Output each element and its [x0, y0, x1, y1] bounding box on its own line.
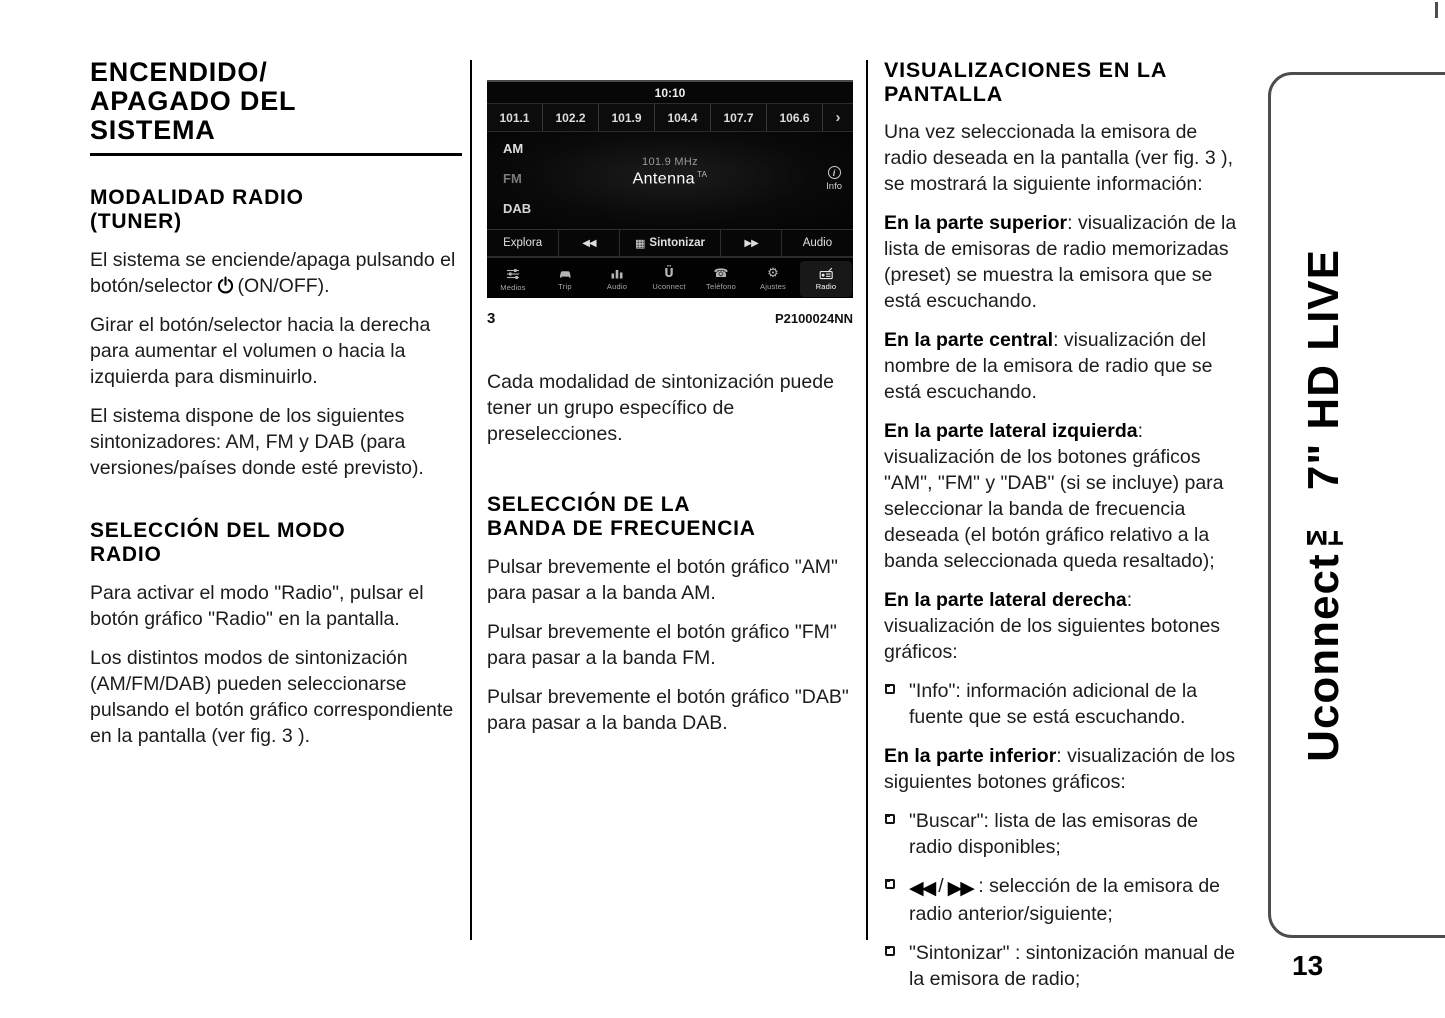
app-label: Trip [558, 282, 572, 291]
paragraph-banda-dab: Pulsar brevemente el botón gráfico "DAB" para pasar a la banda DAB. [487, 686, 849, 734]
station-name [487, 170, 853, 188]
bold-lead: En la parte lateral derecha [884, 589, 1127, 611]
bullet-seek [884, 873, 1242, 927]
app-label: Audio [606, 282, 628, 291]
preset-button[interactable]: 107.7 [711, 104, 767, 131]
paragraph-text: : visualización de los botones gráficos "AM", "FM" y "DAB" (si se incluye) para seleccionar la banda de frecuencia deseada (el botón gráfico relativo a la banda seleccionada queda resaltado); [884, 420, 1224, 572]
section-title-line: VISUALIZACIONES EN LA [884, 58, 1168, 82]
paragraph-banda-fm: Pulsar brevemente el botón gráfico "FM" para pasar a la banda FM. [487, 621, 837, 669]
figure-caption [487, 310, 853, 327]
bullet-info [884, 678, 1242, 730]
sliders-icon [506, 267, 520, 281]
paragraph-parte-inferior [884, 743, 1242, 795]
paragraph-lateral-izquierda [884, 418, 1242, 574]
column-divider [470, 60, 472, 940]
section-title-line: MODALIDAD RADIO [90, 186, 304, 209]
rewind-icon: ◀◀ [582, 237, 596, 249]
section-title-line: BANDA DE FRECUENCIA [487, 517, 756, 540]
page-title-line: APAGADO DEL [90, 86, 297, 116]
app-label: Radio [815, 282, 837, 291]
app-ajustes[interactable] [747, 258, 799, 298]
bullet-text: "Buscar": lista de las emisoras de radio disponibles; [909, 810, 1199, 858]
paragraph-banda-am: Pulsar brevemente el botón gráfico "AM" para pasar a la banda AM. [487, 556, 838, 604]
app-label: Ajustes [760, 282, 786, 291]
paragraph-power [90, 247, 462, 299]
square-bullet-icon [885, 814, 895, 824]
info-button[interactable] [826, 166, 842, 192]
app-uconnect[interactable] [643, 258, 695, 298]
forward-icon: ▶▶ [947, 877, 973, 899]
radio-statusbar [487, 82, 853, 103]
radio-icon [819, 267, 834, 280]
preset-next-icon[interactable]: › [835, 109, 841, 126]
left-column [90, 58, 462, 749]
sintonizar-button[interactable] [620, 230, 722, 256]
square-bullet-icon [885, 879, 895, 889]
forward-button[interactable] [721, 230, 781, 256]
station-display [487, 156, 853, 188]
rewind-icon: ◀◀ [909, 877, 935, 899]
section-title-visualizaciones [884, 58, 1242, 106]
figure-number: 3 [487, 310, 496, 327]
preset-button[interactable]: 101.9 [599, 104, 655, 131]
car-icon [558, 267, 573, 280]
band-am-button[interactable]: AM [503, 141, 524, 156]
slash-separator: / [938, 875, 944, 897]
bullet-text: "Info": información adicional de la fuente que se está escuchando. [909, 680, 1198, 728]
preset-button[interactable]: 101.1 [487, 104, 543, 131]
bold-lead: En la parte superior [884, 212, 1068, 234]
bullet-text: "Sintonizar" : sintonización manual de la emisora de radio; [909, 942, 1236, 990]
preset-bar [487, 103, 853, 132]
paragraph-preselecciones: Cada modalidad de sintonización puede tener un grupo específico de preselecciones. [487, 371, 834, 445]
bold-lead: En la parte lateral izquierda [884, 420, 1138, 442]
tab-edge-mark [1435, 2, 1438, 18]
middle-column [487, 80, 853, 736]
bars-icon [610, 267, 624, 280]
paragraph-lateral-derecha [884, 587, 1242, 665]
section-title-line: PANTALLA [884, 82, 1004, 106]
column-divider [866, 60, 868, 940]
right-column [884, 58, 1242, 992]
paragraph-text: : visualización de la lista de emisoras de radio memorizadas (preset) se muestra la emisora que se está escuchando. [884, 212, 1237, 312]
page-title-line: ENCENDIDO/ [90, 57, 268, 87]
radio-screen [487, 80, 853, 298]
radio-controls-bar [487, 229, 853, 256]
paragraph-tuners: El sistema dispone de los siguientes sintonizadores: AM, FM y DAB (para versiones/países donde esté previsto). [90, 405, 424, 479]
section-title-line: SELECCIÓN DE LA [487, 493, 691, 516]
section-title-tuner [90, 186, 462, 234]
paragraph-text: El sistema se enciende/apaga pulsando el botón/selector [90, 249, 456, 297]
explora-button[interactable]: Explora [487, 230, 559, 256]
bullet-buscar [884, 808, 1242, 860]
ta-flag: TA [696, 170, 708, 179]
band-fm-button[interactable]: FM [503, 171, 522, 186]
paragraph-modos: Los distintos modos de sintonización (AM/FM/DAB) pueden seleccionarse pulsando el botón gráfico correspondiente en la pantalla (ver fig. 3 ). [90, 647, 454, 747]
figure-code: P2100024NN [774, 311, 853, 326]
page-title [90, 58, 462, 145]
bold-lead: En la parte central [884, 329, 1054, 351]
section-title-modo-radio [90, 519, 462, 567]
app-radio[interactable] [800, 261, 852, 297]
info-label: Info [826, 181, 842, 192]
rewind-button[interactable] [559, 230, 619, 256]
radio-main-area [487, 132, 853, 229]
bullet-text: : selección de la emisora de radio anterior/siguiente; [909, 875, 1221, 925]
paragraph-text: : visualización del nombre de la emisora de radio que se está escuchando. [884, 329, 1213, 403]
square-bullet-icon [885, 946, 895, 956]
power-icon [216, 276, 235, 295]
radio-app-bar [487, 256, 853, 298]
gear-icon: ⚙ [767, 266, 779, 281]
audio-button[interactable]: Audio [802, 237, 833, 249]
paragraph-modo-radio: Para activar el modo "Radio", pulsar el botón gráfico "Radio" en la pantalla. [90, 582, 424, 630]
app-label: Teléfono [706, 282, 736, 291]
app-medios[interactable] [487, 258, 539, 298]
section-title-line: (TUNER) [90, 210, 182, 233]
forward-icon: ▶▶ [744, 237, 758, 249]
page-title-line: SISTEMA [90, 115, 216, 145]
clock: 10:10 [654, 85, 686, 100]
preset-button[interactable]: 102.2 [543, 104, 599, 131]
preset-button[interactable]: 104.4 [655, 104, 711, 131]
band-dab-button[interactable]: DAB [503, 201, 532, 216]
section-title-line: RADIO [90, 543, 162, 566]
paragraph-volume: Girar el botón/selector hacia la derecha para aumentar el volumen o hacia la izquierda para disminuirlo. [90, 314, 431, 388]
section-title-line: SELECCIÓN DEL MODO [90, 519, 346, 542]
station-name-text: Antenna [632, 170, 695, 188]
sintonizar-label: Sintonizar [649, 237, 705, 249]
square-bullet-icon [885, 684, 895, 694]
info-icon: i [828, 166, 841, 179]
paragraph-text: : visualización de los siguientes botones gráficos: [884, 589, 1221, 663]
frequency-label: 101.9 MHz [642, 156, 698, 168]
preset-button[interactable]: 106.6 [767, 104, 823, 131]
app-telefono[interactable] [695, 258, 747, 298]
paragraph-parte-superior [884, 210, 1242, 314]
uconnect-icon: Ü [664, 266, 674, 280]
title-rule [90, 153, 462, 156]
paragraph-parte-central [884, 327, 1242, 405]
chapter-tab [1268, 72, 1445, 938]
app-label: Medios [500, 282, 526, 292]
section-title-banda [487, 493, 853, 541]
paragraph-text: : visualización de los siguientes botones gráficos: [884, 745, 1236, 793]
chapter-tab-label: Uconnect™ 7" HD LIVE [1299, 248, 1348, 762]
bold-lead: En la parte inferior [884, 745, 1057, 767]
paragraph-text: (ON/OFF). [237, 275, 330, 297]
app-trip[interactable] [539, 258, 591, 298]
bullet-sintonizar [884, 940, 1242, 992]
figure-radio-screen [487, 80, 853, 327]
app-label: Uconnect [652, 282, 686, 291]
grid-icon: ▦ [635, 236, 646, 250]
page-number: 13 [1292, 950, 1324, 981]
paragraph-intro: Una vez seleccionada la emisora de radio deseada en la pantalla (ver fig. 3 ), se mostrará la siguiente información: [884, 121, 1234, 195]
app-audio[interactable] [591, 258, 643, 298]
phone-icon: ☎ [713, 266, 729, 280]
